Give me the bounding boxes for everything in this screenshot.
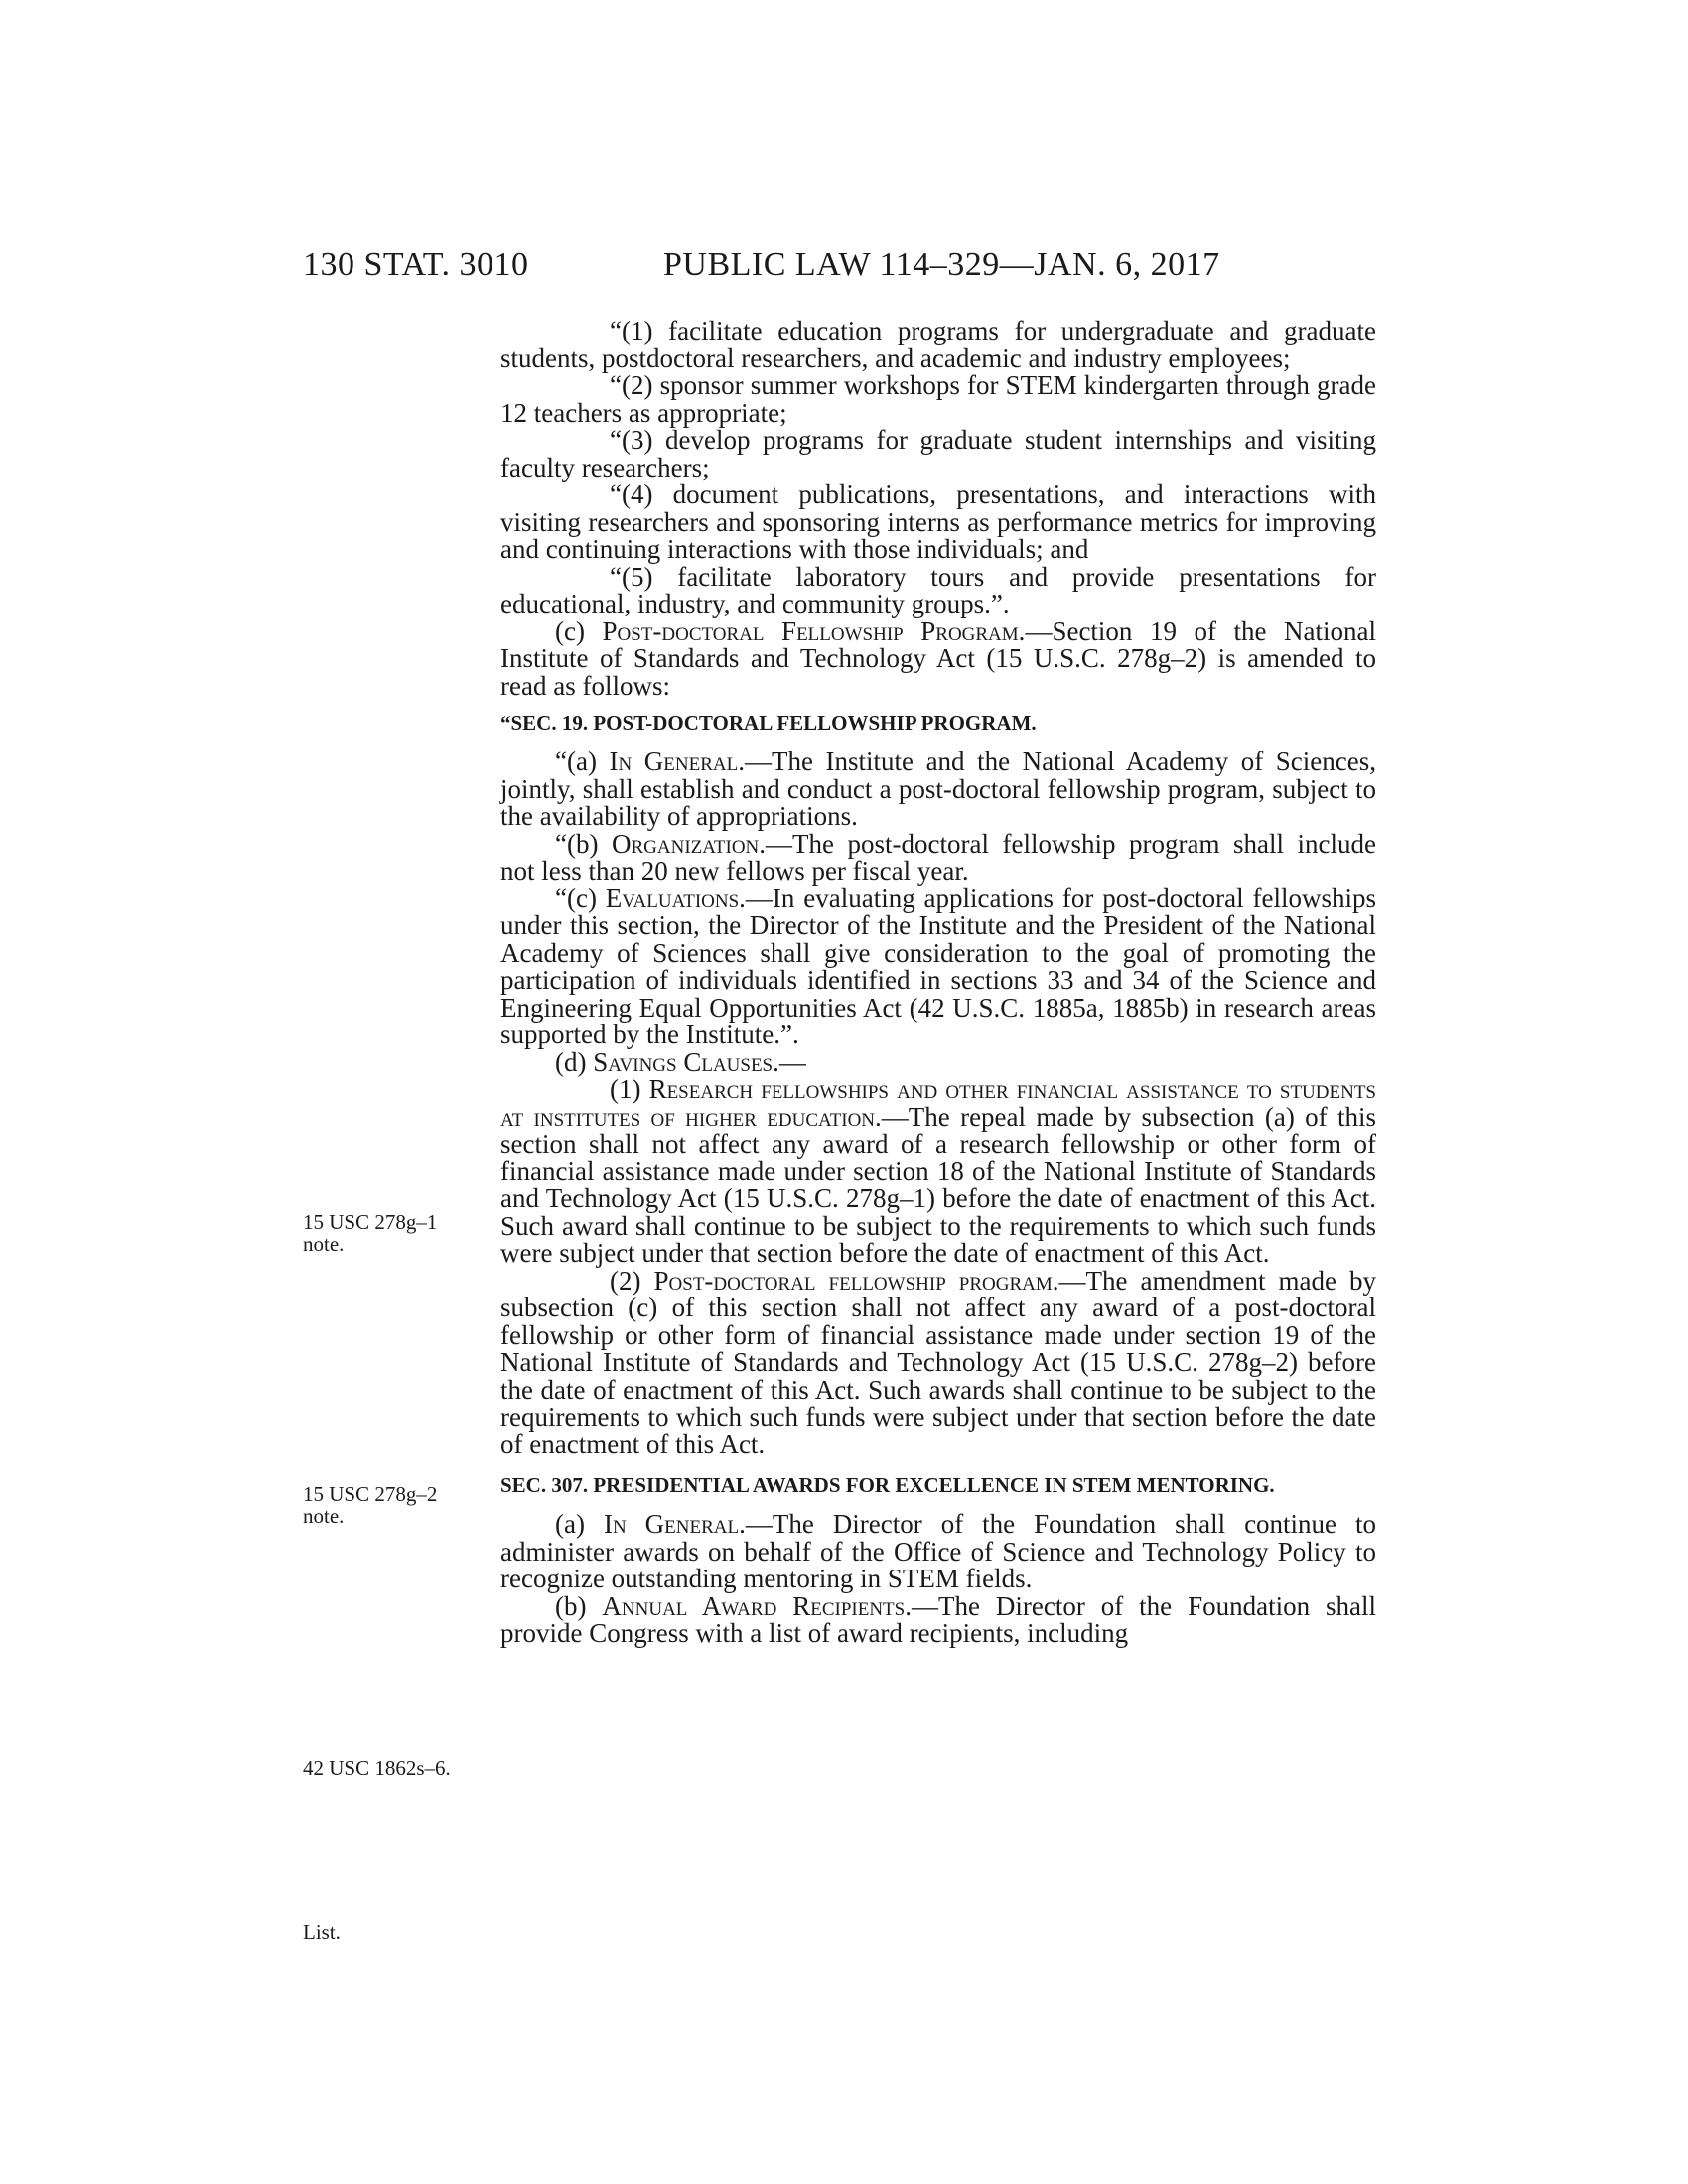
sec19-subsection-c: “(c) Evaluations.—In evaluating applications for post-doctoral fellowships under this section, the Director of the Institute and the President of the National Academy of Sciences shall give consideration to the goal of promoting the participation of individuals identified in sections 33 and 34 of the Science and Engineering Equal Opportunities Act (42 U.S.C. 1885a, 1885b) in research areas supported by the Institute.”. <box>500 883 1376 1049</box>
paragraph-d2: (2) Post-doctoral fellowship program.—The amendment made by subsection (c) of this section shall not affect any award of a post-doctoral fellowship or other form of financial assistance made under section 19 of the National Institute of Standards and Technology Act (15 U.S.C. 278g–2) before the date of enactment of this Act. Such awards shall continue to be subject to the requirements to which such funds were subject under that section before the date of enactment of this Act. <box>500 1265 1376 1459</box>
margin-note-list: List. <box>303 1920 341 1944</box>
sec307-subsection-a: (a) In General.—The Director of the Foundation shall continue to administer awards on behalf of the Office of Science and Technology Policy to recognize outstanding mentoring in STEM fields. <box>500 1509 1377 1593</box>
margin-note-1862s-6: 42 USC 1862s–6. <box>303 1756 451 1780</box>
subsection-c: (c) Post-doctoral Fellowship Program.—Section 19 of the National Institute of Standards and Technology Act (15 U.S.C. 278g–2) is amended to read as follows: <box>500 615 1377 701</box>
paragraph-item-1: “(1) facilitate education programs for undergraduate and graduate students, postdoctoral researchers, and academic and industry employees; <box>500 316 1376 373</box>
paragraph-item-5: “(5) facilitate laboratory tours and provide presentations for educational, industry, and community groups.”. <box>500 561 1376 618</box>
paragraph-d1: (1) Research fellowships and other financial assistance to students at institutes of higher education.—The repeal made by subsection (a) of this section shall not affect any award of a research fellowship or other form of financial assistance made under section 18 of the National Institute of Standards and Technology Act (15 U.S.C. 278g–1) before the date of enactment of this Act. Such award shall continue to be subject to the requirements to which such funds were subject under that section before the date of enactment of this Act. <box>500 1074 1376 1268</box>
subsection-c-heading: Post-doctoral Fellowship Program. <box>602 615 1026 646</box>
main-text-column <box>500 318 1376 1648</box>
sec307-subsection-b: (b) Annual Award Recipients.—The Director of the Foundation shall provide Congress with a list of award recipients, including <box>500 1590 1377 1648</box>
section-19-heading: “SEC. 19. POST-DOCTORAL FELLOWSHIP PROGRAM. <box>500 711 1037 735</box>
page-citation: 130 STAT. 3010 <box>303 246 529 283</box>
margin-note-278g-2: 15 USC 278g–2 note. <box>303 1482 438 1528</box>
margin-note-278g-1: 15 USC 278g–1 note. <box>303 1210 438 1256</box>
running-header-title: PUBLIC LAW 114–329—JAN. 6, 2017 <box>663 246 1220 283</box>
paragraph-item-4: “(4) document publications, presentations, and interactions with visiting researchers and sponsoring interns as performance metrics for improving and continuing interactions with those individuals; and <box>500 479 1376 564</box>
section-307-heading: SEC. 307. PRESIDENTIAL AWARDS FOR EXCELLENCE IN STEM MENTORING. <box>500 1473 1275 1497</box>
sec19-subsection-a: “(a) In General.—The Institute and the National Academy of Sciences, jointly, shall establish and conduct a post-doctoral fellowship program, subject to the availability of appropriations. <box>500 747 1376 831</box>
paragraph-item-3: “(3) develop programs for graduate student internships and visiting faculty researchers; <box>500 425 1376 482</box>
paragraph-item-2: “(2) sponsor summer workshops for STEM kindergarten through grade 12 teachers as appropriate; <box>500 370 1376 428</box>
sec19-subsection-b: “(b) Organization.—The post-doctoral fellowship program shall include not less than 20 new fellows per fiscal year. <box>500 828 1377 886</box>
subsection-d: (d) Savings Clauses.— <box>555 1046 806 1077</box>
